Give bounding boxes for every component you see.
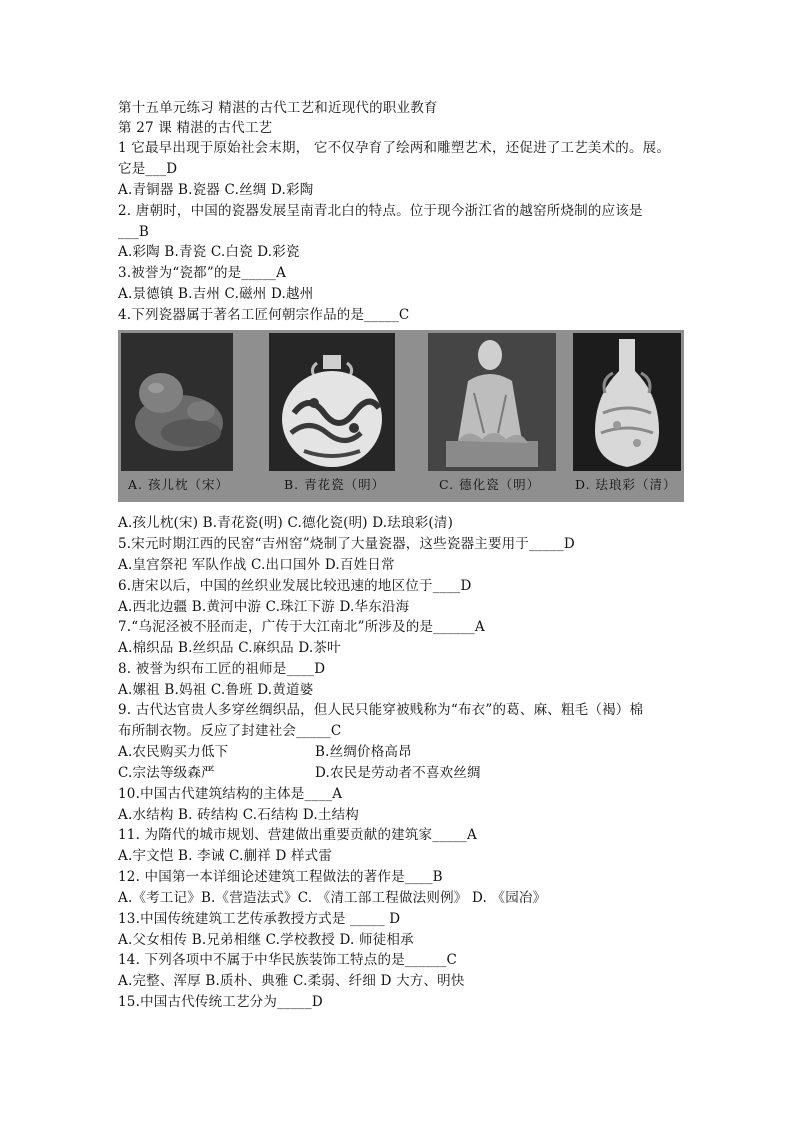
question-7: 7.“乌泥泾被不胫而走，广传于大江南北”所涉及的是______A — [118, 619, 485, 635]
question-12-options: A.《考工记》B.《营造法式》C. 《清工部工程做法则例》 D. 《园冶》 — [118, 890, 547, 906]
question-1: 1 它最早出现于原始社会末期， 它不仅孕育了绘两和雕塑艺术，还促进了工艺美术的。展。 — [118, 140, 671, 156]
question-11: 11. 为隋代的城市规划、营建做出重要贡献的建筑家_____A — [118, 827, 477, 843]
enamel-vase-icon — [573, 333, 681, 471]
question-12: 12. 中国第一本详细论述建筑工程做法的著作是____B — [118, 869, 443, 885]
question-2: 2. 唐朝时，中国的瓷器发展呈南青北白的特点。位于现今浙江省的越窑所烧制的应该是 — [118, 203, 643, 219]
question-9-option-a: A.农民购买力低下 — [118, 744, 229, 760]
question-3: 3.被誉为“瓷都”的是_____A — [118, 265, 287, 281]
blue-white-vase-icon — [269, 333, 395, 471]
question-14-options: A.完整、浑厚 B.质朴、典雅 C.柔弱、纤细 D 大方、明快 — [118, 973, 465, 989]
question-7-options: A.棉织品 B.丝织品 C.麻织品 D.茶叶 — [118, 640, 341, 656]
question-5: 5.宋元时期江西的民窑“吉州窑”烧制了大量瓷器，这些瓷器主要用于_____D — [118, 536, 575, 552]
question-9-option-c: C.宗法等级森严 — [118, 765, 215, 781]
question-1-options: A.青铜器 B.瓷器 C.丝绸 D.彩陶 — [118, 182, 314, 198]
lesson-title: 第 27 课 精湛的古代工艺 — [118, 120, 273, 136]
question-10-options: A.水结构 B. 砖结构 C.石结构 D.土结构 — [118, 807, 359, 823]
porcelain-figure — [118, 330, 684, 502]
question-10: 10.中国古代建筑结构的主体是____A — [118, 786, 343, 802]
question-9: 9. 古代达官贵人多穿丝绸织品，但人民只能穿被贱称为“布衣”的葛、麻、粗毛（褐）棉 — [118, 702, 644, 718]
question-8: 8. 被誉为织布工匠的祖师是____D — [118, 661, 326, 677]
caption-d: D. 珐琅彩（清） — [575, 477, 677, 492]
question-9-option-b: B.丝绸价格高昂 — [315, 744, 412, 760]
question-1-cont: 它是___D — [118, 161, 178, 177]
caption-a: A. 孩儿枕（宋） — [128, 477, 229, 492]
question-2-cont: ___B — [118, 224, 149, 240]
question-11-options: A.宇文恺 B. 李诫 C.蒯祥 D 样式雷 — [118, 848, 333, 864]
caption-c: C. 德化瓷（明） — [439, 477, 541, 492]
child-pillow-icon — [121, 333, 233, 471]
question-6: 6.唐宋以后，中国的丝织业发展比较迅速的地区位于____D — [118, 578, 472, 594]
question-2-options: A.彩陶 B.青瓷 C.白瓷 D.彩瓷 — [118, 244, 300, 260]
question-4: 4.下列瓷器属于著名工匠何朝宗作品的是_____C — [118, 307, 410, 323]
dehua-figure-icon — [428, 333, 556, 471]
question-9-option-d: D.农民是劳动者不喜欢丝绸 — [315, 765, 481, 781]
question-13: 13.中国传统建筑工艺传承教授方式是 _____ D — [118, 911, 401, 927]
question-9-cont: 布所制衣物。反应了封建社会_____C — [118, 723, 342, 739]
question-14: 14. 下列各项中不属于中华民族装饰工特点的是______C — [118, 952, 458, 968]
question-15: 15.中国古代传统工艺分为_____D — [118, 994, 323, 1010]
unit-title: 第十五单元练习 精湛的古代工艺和近现代的职业教育 — [118, 100, 438, 116]
question-4-options: A.孩儿枕(宋) B.青花瓷(明) C.德化瓷(明) D.珐琅彩(清) — [118, 515, 454, 531]
question-5-options: A.皇宫祭祀 军队作战 C.出口国外 D.百姓日常 — [118, 557, 395, 573]
question-13-options: A.父女相传 B.兄弟相继 C.学校教授 D. 师徒相承 — [118, 932, 414, 948]
question-8-options: A.嫘祖 B.妈祖 C.鲁班 D.黄道婆 — [118, 682, 314, 698]
question-3-options: A.景德镇 B.吉州 C.磁州 D.越州 — [118, 286, 314, 302]
caption-b: B. 青花瓷（明） — [284, 477, 386, 492]
question-6-options: A.西北边疆 B.黄河中游 C.珠江下游 D.华东沿海 — [118, 599, 410, 615]
